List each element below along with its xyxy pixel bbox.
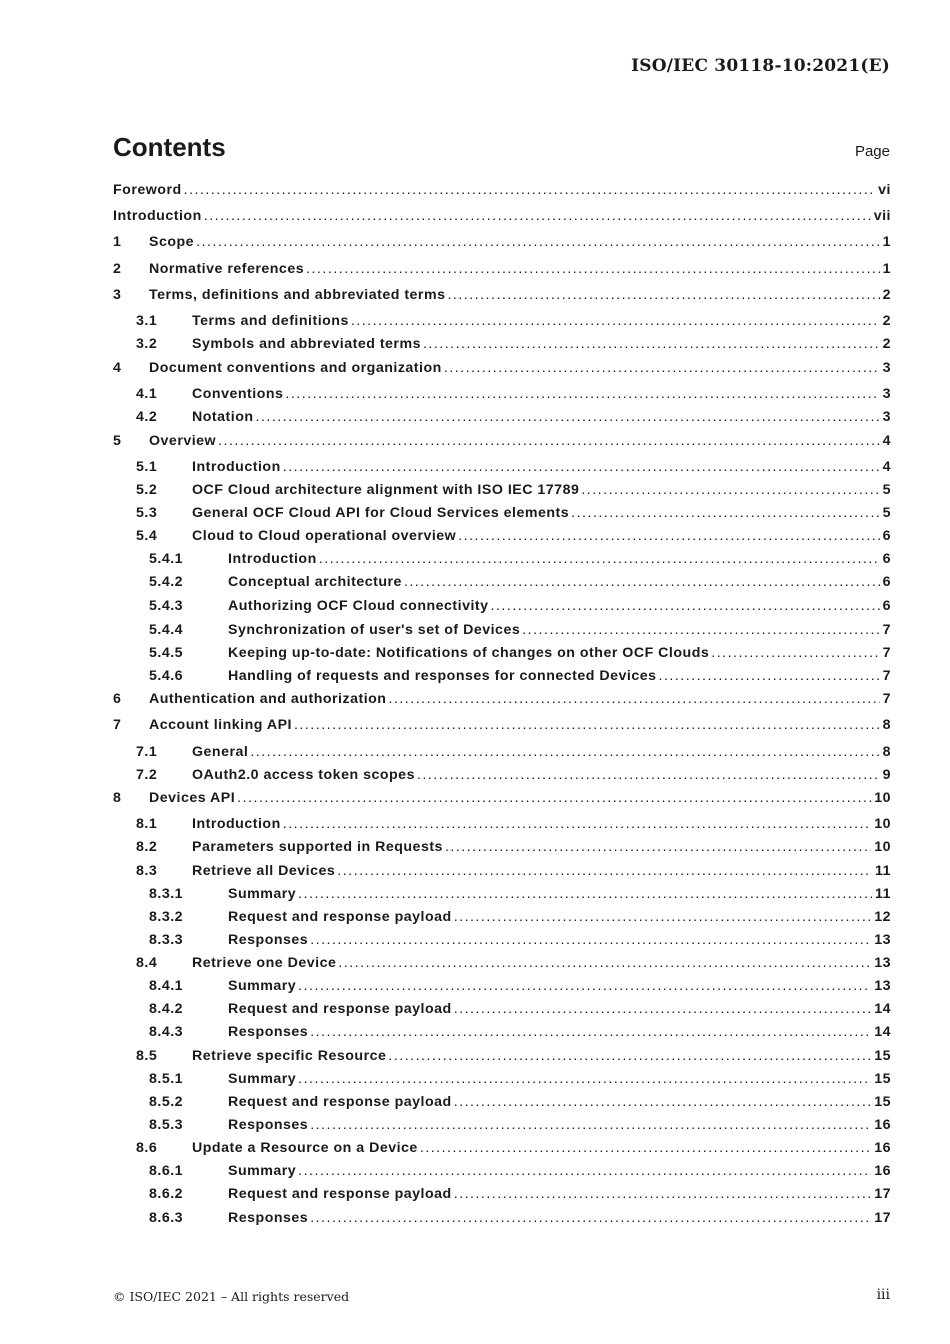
- toc-entry-page: 11: [875, 886, 891, 902]
- dot-leader: [581, 482, 879, 498]
- toc-entry-page: 15: [874, 1094, 891, 1110]
- toc-entry[interactable]: [113, 1001, 891, 1023]
- toc-entry[interactable]: [113, 574, 891, 596]
- toc-entry[interactable]: [113, 386, 891, 408]
- toc-entry-number: 8.5: [136, 1048, 158, 1064]
- toc-entry[interactable]: [113, 790, 891, 812]
- toc-entry-number: 8.1: [136, 816, 158, 832]
- toc-entry-number: 4.1: [136, 386, 158, 402]
- toc-entry-number: 7.2: [136, 767, 158, 783]
- toc-entry[interactable]: [113, 886, 891, 908]
- dot-leader: [388, 691, 879, 707]
- toc-entry-number: 8.5.1: [149, 1071, 184, 1087]
- toc-entry-number: 5.4.5: [149, 645, 184, 661]
- toc-entry[interactable]: [113, 598, 891, 620]
- dot-leader: [444, 360, 880, 376]
- toc-entry[interactable]: [113, 839, 891, 861]
- toc-entry[interactable]: [113, 336, 891, 358]
- dot-leader: [285, 386, 879, 402]
- toc-entry-number: 6: [113, 691, 122, 707]
- toc-entry-number: 4: [113, 360, 122, 376]
- toc-entry[interactable]: [113, 1186, 891, 1208]
- page-column-label: Page: [854, 143, 890, 160]
- toc-entry-page: 6: [882, 551, 891, 567]
- toc-entry-number: 8.4.1: [149, 978, 184, 994]
- toc-entry-number: 8.4.3: [149, 1024, 184, 1040]
- dot-leader: [319, 551, 880, 567]
- toc-entry[interactable]: [113, 978, 891, 1000]
- toc-entry-number: 5.4.1: [149, 551, 184, 567]
- toc-entry-label: Terms and definitions: [192, 313, 349, 329]
- dot-leader: [298, 886, 872, 902]
- toc-entry-number: 8.5.2: [149, 1094, 184, 1110]
- toc-entry-number: 5.2: [136, 482, 158, 498]
- toc-entry-page: 17: [874, 1186, 891, 1202]
- dot-leader: [454, 1186, 872, 1202]
- toc-entry-label: Introduction: [192, 816, 281, 832]
- toc-entry[interactable]: [113, 622, 891, 644]
- toc-entry-number: 5.4.3: [149, 598, 184, 614]
- toc-entry-page: 8: [882, 744, 891, 760]
- toc-entry-label: Responses: [228, 1117, 309, 1133]
- dot-leader: [298, 1071, 871, 1087]
- toc-entry-number: 8.3.2: [149, 909, 184, 925]
- toc-entry-page: 5: [882, 482, 891, 498]
- toc-entry-number: 8: [113, 790, 122, 806]
- toc-entry[interactable]: [113, 932, 891, 954]
- toc-entry-page: 15: [874, 1071, 891, 1087]
- toc-entry-number: 8.4.2: [149, 1001, 184, 1017]
- toc-entry-number: 5.4.4: [149, 622, 184, 638]
- toc-entry[interactable]: [113, 909, 891, 931]
- dot-leader: [445, 839, 871, 855]
- dot-leader: [283, 816, 871, 832]
- toc-entry[interactable]: [113, 816, 891, 838]
- toc-entry-page: 13: [874, 978, 891, 994]
- dot-leader: [711, 645, 879, 661]
- dot-leader: [294, 717, 880, 733]
- toc-entry[interactable]: [113, 1210, 891, 1232]
- toc-entry-label: Introduction: [192, 459, 281, 475]
- toc-entry[interactable]: [113, 955, 891, 977]
- toc-entry-label: Synchronization of user's set of Devices: [228, 622, 521, 638]
- toc-entry[interactable]: [113, 482, 891, 504]
- toc-entry[interactable]: [113, 313, 891, 335]
- toc-entry-number: 4.2: [136, 409, 158, 425]
- toc-entry-page: 3: [882, 386, 891, 402]
- toc-entry[interactable]: [113, 459, 891, 481]
- toc-entry-page: 9: [882, 767, 891, 783]
- toc-entry-page: 15: [874, 1048, 891, 1064]
- dot-leader: [423, 336, 880, 352]
- toc-entry-label: Conceptual architecture: [228, 574, 402, 590]
- dot-leader: [454, 1001, 872, 1017]
- toc-entry-label: Summary: [228, 1071, 297, 1087]
- toc-entry-label: Normative references: [149, 261, 305, 277]
- document-id: ISO/IEC 30118-10:2021(E): [631, 56, 890, 76]
- toc-entry[interactable]: [113, 863, 891, 885]
- dot-leader: [298, 978, 871, 994]
- toc-entry-label: OCF Cloud architecture alignment with ISO IEC 17789: [192, 482, 580, 498]
- dot-leader: [310, 932, 871, 948]
- toc-entry[interactable]: [113, 234, 891, 256]
- toc-entry[interactable]: [113, 1048, 891, 1070]
- toc-entry-label: Update a Resource on a Device: [192, 1140, 418, 1156]
- dot-leader: [404, 574, 880, 590]
- toc-entry-page: 10: [874, 839, 891, 855]
- dot-leader: [491, 598, 880, 614]
- toc-entry[interactable]: [113, 1094, 891, 1116]
- toc-entry[interactable]: [113, 1140, 891, 1162]
- toc-entry-page: 16: [874, 1163, 891, 1179]
- toc-entry-label: Authentication and authorization: [149, 691, 387, 707]
- toc-entry-label: Scope: [149, 234, 195, 250]
- toc-entry-page: 1: [882, 234, 891, 250]
- dot-leader: [338, 955, 871, 971]
- toc-entry-label: Responses: [228, 932, 309, 948]
- toc-entry[interactable]: [113, 717, 891, 739]
- toc-entry-number: 3.1: [136, 313, 158, 329]
- toc-entry-label: Authorizing OCF Cloud connectivity: [228, 598, 489, 614]
- toc-entry-page: 16: [874, 1140, 891, 1156]
- toc-entry[interactable]: [113, 1117, 891, 1139]
- dot-leader: [250, 744, 879, 760]
- toc-entry-label: Parameters supported in Requests: [192, 839, 443, 855]
- toc-entry[interactable]: [113, 668, 891, 690]
- toc-entry-label: Request and response payload: [228, 1001, 452, 1017]
- dot-leader: [310, 1117, 871, 1133]
- dot-leader: [196, 234, 880, 250]
- toc-entry-page: 13: [874, 955, 891, 971]
- toc-entry-page: 7: [882, 622, 891, 638]
- page-title: Contents: [113, 132, 226, 162]
- dot-leader: [306, 261, 880, 277]
- toc-entry-label: Summary: [228, 886, 297, 902]
- toc-entry-label: Symbols and abbreviated terms: [192, 336, 421, 352]
- toc-entry-page: 12: [874, 909, 891, 925]
- copyright-notice: © ISO/IEC 2021 – All rights reserved: [113, 1289, 350, 1304]
- dot-leader: [388, 1048, 871, 1064]
- toc-entry-number: 3.2: [136, 336, 158, 352]
- toc-entry-page: 14: [874, 1024, 891, 1040]
- toc-entry-page: 13: [874, 932, 891, 948]
- dot-leader: [310, 1024, 871, 1040]
- toc-entry-label: Overview: [149, 433, 217, 449]
- dot-leader: [454, 909, 872, 925]
- toc-entry-number: 8.6.1: [149, 1163, 184, 1179]
- toc-entry-label: OAuth2.0 access token scopes: [192, 767, 415, 783]
- dot-leader: [417, 767, 880, 783]
- toc-entry-page: vi: [878, 182, 891, 198]
- toc-entry-label: Devices API: [149, 790, 236, 806]
- page-number: iii: [876, 1287, 890, 1303]
- toc-entry-number: 8.2: [136, 839, 158, 855]
- toc-entry-page: 2: [882, 287, 891, 303]
- toc-entry-page: 7: [882, 691, 891, 707]
- toc-entry[interactable]: [113, 744, 891, 766]
- toc-entry-label: Introduction: [228, 551, 317, 567]
- toc-entry-page: 4: [882, 459, 891, 475]
- toc-entry-number: 5.3: [136, 505, 158, 521]
- dot-leader: [283, 459, 880, 475]
- toc-entry-label: Handling of requests and responses for connected Devices: [228, 668, 657, 684]
- dot-leader: [218, 433, 880, 449]
- toc-entry[interactable]: [113, 1024, 891, 1046]
- dot-leader: [447, 287, 879, 303]
- toc-entry[interactable]: [113, 409, 891, 431]
- toc-entry-page: 4: [882, 433, 891, 449]
- toc-entry-label: Cloud to Cloud operational overview: [192, 528, 457, 544]
- dot-leader: [420, 1140, 871, 1156]
- toc-entry-label: Responses: [228, 1024, 309, 1040]
- toc-entry-number: 5.1: [136, 459, 158, 475]
- toc-entry-label: General OCF Cloud API for Cloud Services elements: [192, 505, 570, 521]
- toc-entry-page: 10: [874, 790, 891, 806]
- toc-entry-label: Responses: [228, 1210, 309, 1226]
- toc-entry-label: Notation: [192, 409, 254, 425]
- toc-entry-label: Retrieve specific Resource: [192, 1048, 387, 1064]
- dot-leader: [237, 790, 871, 806]
- toc-entry-page: 2: [882, 313, 891, 329]
- toc-entry-page: 6: [882, 574, 891, 590]
- dot-leader: [454, 1094, 872, 1110]
- toc-entry-page: 7: [882, 645, 891, 661]
- toc-entry-page: 6: [882, 598, 891, 614]
- toc-entry-label: Terms, definitions and abbreviated terms: [149, 287, 446, 303]
- dot-leader: [256, 409, 880, 425]
- toc-entry-number: 8.3: [136, 863, 158, 879]
- dot-leader: [351, 313, 880, 329]
- toc-entry[interactable]: [113, 528, 891, 550]
- toc-entry-number: 8.4: [136, 955, 158, 971]
- dot-leader: [571, 505, 879, 521]
- toc-entry-page: 3: [882, 360, 891, 376]
- toc-entry-label: Request and response payload: [228, 1094, 452, 1110]
- toc-entry-number: 5: [113, 433, 122, 449]
- toc-entry-page: 7: [882, 668, 891, 684]
- toc-entry-number: 7.1: [136, 744, 158, 760]
- toc-entry-number: 8.3.1: [149, 886, 184, 902]
- dot-leader: [298, 1163, 871, 1179]
- dot-leader: [204, 208, 871, 224]
- toc-entry[interactable]: [113, 261, 891, 283]
- toc-entry-label: Summary: [228, 978, 297, 994]
- toc-entry-number: 1: [113, 234, 122, 250]
- toc-entry[interactable]: [113, 1071, 891, 1093]
- toc-entry-label: Keeping up-to-date: Notifications of changes on other OCF Clouds: [228, 645, 710, 661]
- toc-entry-number: 3: [113, 287, 122, 303]
- toc-entry[interactable]: [113, 182, 891, 204]
- toc-entry-page: 2: [882, 336, 891, 352]
- toc-entry[interactable]: [113, 767, 891, 789]
- toc-entry-label: Retrieve one Device: [192, 955, 337, 971]
- toc-entry-number: 8.5.3: [149, 1117, 184, 1133]
- toc-entry-number: 8.6.2: [149, 1186, 184, 1202]
- toc-entry-label: Retrieve all Devices: [192, 863, 336, 879]
- toc-entry[interactable]: [113, 208, 891, 230]
- toc-entry-label: Foreword: [113, 182, 182, 198]
- toc-entry-label: Account linking API: [149, 717, 292, 733]
- toc-entry-number: 8.6.3: [149, 1210, 184, 1226]
- dot-leader: [310, 1210, 871, 1226]
- toc-entry-number: 5.4: [136, 528, 158, 544]
- toc-entry-page: 1: [882, 261, 891, 277]
- toc-entry[interactable]: [113, 360, 891, 382]
- toc-entry-number: 5.4.2: [149, 574, 184, 590]
- toc-entry-label: Conventions: [192, 386, 284, 402]
- toc-entry-page: 6: [882, 528, 891, 544]
- toc-entry-number: 8.3.3: [149, 932, 184, 948]
- toc-entry[interactable]: [113, 287, 891, 309]
- toc-entry-page: 10: [874, 816, 891, 832]
- toc-entry-page: 17: [874, 1210, 891, 1226]
- toc-entry[interactable]: [113, 691, 891, 713]
- toc-entry-page: 3: [882, 409, 891, 425]
- dot-leader: [337, 863, 872, 879]
- toc-entry-label: Document conventions and organization: [149, 360, 442, 376]
- toc-entry[interactable]: [113, 505, 891, 527]
- toc-entry[interactable]: [113, 1163, 891, 1185]
- toc-entry-page: 16: [874, 1117, 891, 1133]
- toc-entry-label: Introduction: [113, 208, 202, 224]
- toc-entry[interactable]: [113, 645, 891, 667]
- dot-leader: [659, 668, 880, 684]
- toc-entry-number: 5.4.6: [149, 668, 184, 684]
- toc-entry-label: General: [192, 744, 249, 760]
- dot-leader: [522, 622, 879, 638]
- toc-entry-page: 11: [875, 863, 891, 879]
- toc-entry-number: 8.6: [136, 1140, 158, 1156]
- toc-entry-label: Request and response payload: [228, 1186, 452, 1202]
- toc-entry[interactable]: [113, 551, 891, 573]
- toc-entry-page: 8: [882, 717, 891, 733]
- dot-leader: [458, 528, 879, 544]
- toc-entry-label: Request and response payload: [228, 909, 452, 925]
- toc-entry-page: 14: [874, 1001, 891, 1017]
- toc-entry[interactable]: [113, 433, 891, 455]
- toc-entry-page: vii: [873, 208, 891, 224]
- toc-entry-number: 2: [113, 261, 122, 277]
- toc-entry-page: 5: [882, 505, 891, 521]
- dot-leader: [184, 182, 876, 198]
- toc-entry-number: 7: [113, 717, 122, 733]
- toc-entry-label: Summary: [228, 1163, 297, 1179]
